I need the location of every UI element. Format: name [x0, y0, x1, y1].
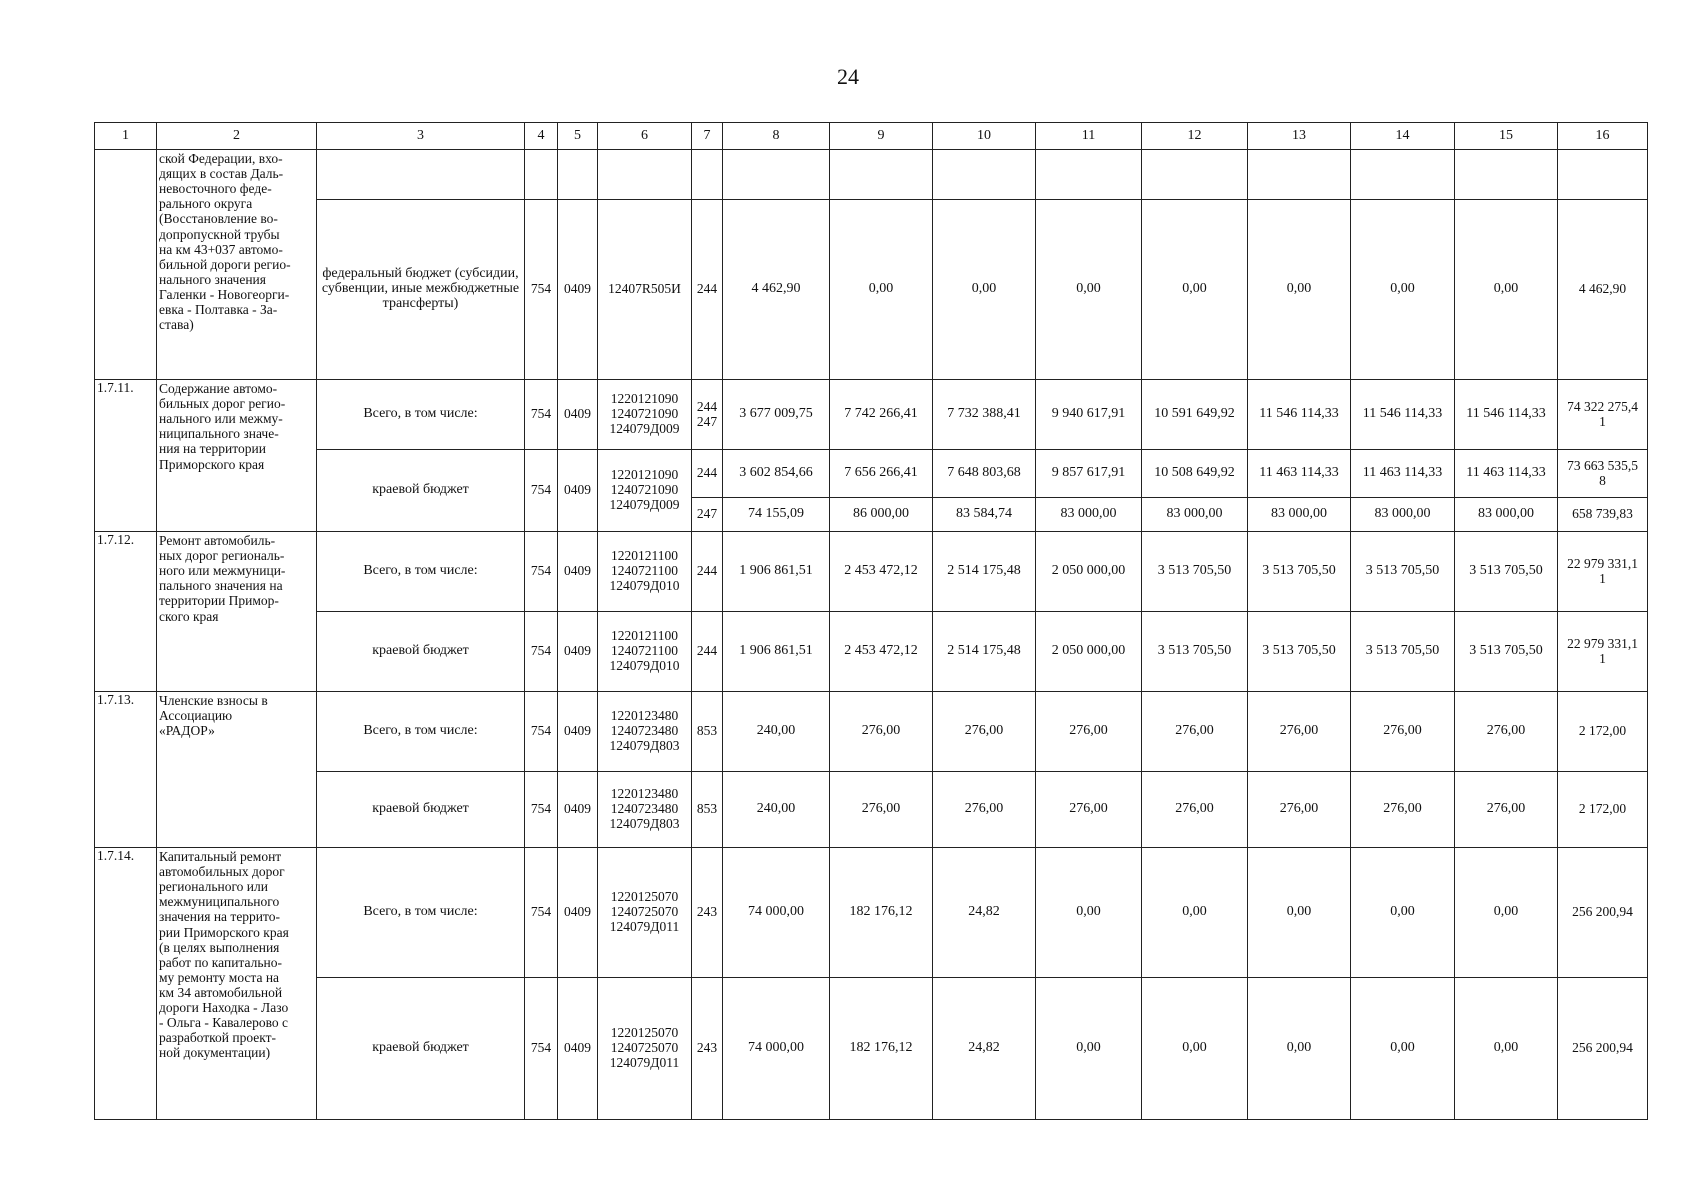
funding-source-cell: краевой бюджет — [317, 772, 525, 848]
empty-cell — [1248, 150, 1351, 200]
empty-cell — [830, 150, 933, 200]
budget-table — [94, 122, 1648, 1120]
value-cell: 276,00 — [1036, 772, 1142, 848]
vr-cell: 853 — [692, 772, 723, 848]
column-header: 15 — [1455, 123, 1558, 150]
empty-cell — [1142, 150, 1248, 200]
row-number-cell: 1.7.13. — [95, 692, 157, 848]
csr-cell: 1220123480 1240723480 124079Д803 — [598, 772, 692, 848]
grbs-cell: 754 — [525, 200, 558, 380]
csr-cell: 1220121090 1240721090 124079Д009 — [598, 450, 692, 532]
grbs-cell: 754 — [525, 772, 558, 848]
table-row — [95, 772, 1648, 848]
csr-cell: 1220125070 1240725070 124079Д011 — [598, 978, 692, 1120]
table-row — [95, 380, 1648, 450]
value-cell: 2 453 472,12 — [830, 532, 933, 612]
grbs-cell: 754 — [525, 450, 558, 532]
value-cell: 3 513 705,50 — [1142, 532, 1248, 612]
section-cell: 0409 — [558, 692, 598, 772]
table-row — [95, 532, 1648, 612]
event-name-cell: Членские взносы в Ассоциацию «РАДОР» — [157, 692, 317, 848]
grbs-cell: 754 — [525, 978, 558, 1120]
vr-cell: 243 — [692, 978, 723, 1120]
value-cell: 0,00 — [1248, 848, 1351, 978]
value-cell: 74 000,00 — [723, 848, 830, 978]
value-cell: 2 514 175,48 — [933, 532, 1036, 612]
value-cell: 83 000,00 — [1248, 498, 1351, 532]
total-value-cell: 658 739,83 — [1558, 498, 1648, 532]
empty-cell — [558, 150, 598, 200]
section-cell: 0409 — [558, 200, 598, 380]
value-cell: 83 584,74 — [933, 498, 1036, 532]
grbs-cell: 754 — [525, 532, 558, 612]
value-cell: 182 176,12 — [830, 848, 933, 978]
total-value-cell: 256 200,94 — [1558, 848, 1648, 978]
value-cell: 4 462,90 — [723, 200, 830, 380]
value-cell: 0,00 — [1455, 200, 1558, 380]
csr-cell: 1220121100 1240721100 124079Д010 — [598, 612, 692, 692]
value-cell: 7 656 266,41 — [830, 450, 933, 498]
value-cell: 3 513 705,50 — [1455, 532, 1558, 612]
grbs-cell: 754 — [525, 848, 558, 978]
value-cell: 83 000,00 — [1351, 498, 1455, 532]
value-cell: 83 000,00 — [1036, 498, 1142, 532]
section-cell: 0409 — [558, 450, 598, 532]
column-header: 1 — [95, 123, 157, 150]
column-header: 3 — [317, 123, 525, 150]
value-cell: 0,00 — [1455, 978, 1558, 1120]
funding-source-cell: краевой бюджет — [317, 612, 525, 692]
funding-source-cell: Всего, в том числе: — [317, 532, 525, 612]
column-header: 16 — [1558, 123, 1648, 150]
value-cell: 2 514 175,48 — [933, 612, 1036, 692]
total-value-cell: 2 172,00 — [1558, 692, 1648, 772]
value-cell: 86 000,00 — [830, 498, 933, 532]
value-cell: 0,00 — [1248, 978, 1351, 1120]
value-cell: 11 463 114,33 — [1351, 450, 1455, 498]
value-cell: 0,00 — [1351, 978, 1455, 1120]
value-cell: 9 857 617,91 — [1036, 450, 1142, 498]
row-number-cell: 1.7.12. — [95, 532, 157, 692]
column-header: 5 — [558, 123, 598, 150]
table-row — [95, 848, 1648, 978]
value-cell: 3 513 705,50 — [1351, 532, 1455, 612]
value-cell: 276,00 — [830, 772, 933, 848]
column-header: 12 — [1142, 123, 1248, 150]
column-header: 2 — [157, 123, 317, 150]
csr-cell: 1220125070 1240725070 124079Д011 — [598, 848, 692, 978]
value-cell: 276,00 — [1142, 692, 1248, 772]
value-cell: 1 906 861,51 — [723, 532, 830, 612]
section-cell: 0409 — [558, 380, 598, 450]
table-row — [95, 612, 1648, 692]
value-cell: 24,82 — [933, 848, 1036, 978]
vr-cell: 244 247 — [692, 380, 723, 450]
value-cell: 0,00 — [1142, 200, 1248, 380]
row-number-cell: 1.7.14. — [95, 848, 157, 1120]
value-cell: 11 546 114,33 — [1455, 380, 1558, 450]
empty-cell — [1558, 150, 1648, 200]
value-cell: 11 463 114,33 — [1248, 450, 1351, 498]
funding-source-cell: Всего, в том числе: — [317, 380, 525, 450]
empty-cell — [525, 150, 558, 200]
value-cell: 83 000,00 — [1142, 498, 1248, 532]
value-cell: 74 155,09 — [723, 498, 830, 532]
column-header: 7 — [692, 123, 723, 150]
value-cell: 0,00 — [1036, 200, 1142, 380]
value-cell: 0,00 — [1455, 848, 1558, 978]
value-cell: 7 648 803,68 — [933, 450, 1036, 498]
funding-source-cell: федеральный бюджет (субсидии, субвенции, иные межбюджетные трансферты) — [317, 200, 525, 380]
table-row — [95, 150, 1648, 200]
value-cell: 2 050 000,00 — [1036, 532, 1142, 612]
grbs-cell: 754 — [525, 692, 558, 772]
section-cell: 0409 — [558, 772, 598, 848]
value-cell: 276,00 — [933, 692, 1036, 772]
value-cell: 0,00 — [1036, 848, 1142, 978]
csr-cell: 1220121090 1240721090 124079Д009 — [598, 380, 692, 450]
value-cell: 24,82 — [933, 978, 1036, 1120]
value-cell: 0,00 — [1248, 200, 1351, 380]
vr-cell: 247 — [692, 498, 723, 532]
funding-source-cell: краевой бюджет — [317, 450, 525, 532]
vr-cell: 244 — [692, 612, 723, 692]
table-row — [95, 200, 1648, 380]
column-header: 13 — [1248, 123, 1351, 150]
csr-cell: 12407R505И — [598, 200, 692, 380]
value-cell: 276,00 — [1351, 772, 1455, 848]
value-cell: 0,00 — [1142, 978, 1248, 1120]
funding-source-cell: Всего, в том числе: — [317, 692, 525, 772]
section-cell: 0409 — [558, 978, 598, 1120]
table-row — [95, 450, 1648, 498]
empty-cell — [723, 150, 830, 200]
column-header: 11 — [1036, 123, 1142, 150]
csr-cell: 1220123480 1240723480 124079Д803 — [598, 692, 692, 772]
total-value-cell: 73 663 535,5 8 — [1558, 450, 1648, 498]
value-cell: 182 176,12 — [830, 978, 933, 1120]
funding-source-cell: краевой бюджет — [317, 978, 525, 1120]
column-header-row — [95, 123, 1648, 150]
value-cell: 276,00 — [933, 772, 1036, 848]
total-value-cell: 74 322 275,4 1 — [1558, 380, 1648, 450]
value-cell: 10 508 649,92 — [1142, 450, 1248, 498]
vr-cell: 244 — [692, 532, 723, 612]
empty-cell — [1351, 150, 1455, 200]
column-header: 4 — [525, 123, 558, 150]
section-cell: 0409 — [558, 532, 598, 612]
empty-cell — [692, 150, 723, 200]
total-value-cell: 2 172,00 — [1558, 772, 1648, 848]
event-name-cell: Содержание автомо- бильных дорог регио- нального или межму- ниципального значе- ния на территории Приморского края — [157, 380, 317, 532]
table-row — [95, 978, 1648, 1120]
empty-cell — [1455, 150, 1558, 200]
column-header: 8 — [723, 123, 830, 150]
value-cell: 3 513 705,50 — [1351, 612, 1455, 692]
value-cell: 276,00 — [1351, 692, 1455, 772]
table-row — [95, 692, 1648, 772]
value-cell: 0,00 — [933, 200, 1036, 380]
value-cell: 276,00 — [1248, 692, 1351, 772]
value-cell: 276,00 — [1036, 692, 1142, 772]
vr-cell: 853 — [692, 692, 723, 772]
row-number-cell — [95, 150, 157, 380]
value-cell: 11 463 114,33 — [1455, 450, 1558, 498]
total-value-cell: 22 979 331,1 1 — [1558, 532, 1648, 612]
funding-source-cell: Всего, в том числе: — [317, 848, 525, 978]
value-cell: 0,00 — [1351, 848, 1455, 978]
empty-cell — [598, 150, 692, 200]
value-cell: 1 906 861,51 — [723, 612, 830, 692]
value-cell: 276,00 — [1248, 772, 1351, 848]
row-number-cell: 1.7.11. — [95, 380, 157, 532]
empty-cell — [933, 150, 1036, 200]
value-cell: 74 000,00 — [723, 978, 830, 1120]
column-header: 6 — [598, 123, 692, 150]
empty-cell — [1036, 150, 1142, 200]
value-cell: 2 453 472,12 — [830, 612, 933, 692]
vr-cell: 243 — [692, 848, 723, 978]
total-value-cell: 22 979 331,1 1 — [1558, 612, 1648, 692]
value-cell: 7 742 266,41 — [830, 380, 933, 450]
value-cell: 3 602 854,66 — [723, 450, 830, 498]
value-cell: 276,00 — [1455, 772, 1558, 848]
value-cell: 3 513 705,50 — [1142, 612, 1248, 692]
column-header: 9 — [830, 123, 933, 150]
value-cell: 10 591 649,92 — [1142, 380, 1248, 450]
value-cell: 0,00 — [1036, 978, 1142, 1120]
value-cell: 240,00 — [723, 772, 830, 848]
value-cell: 3 513 705,50 — [1248, 612, 1351, 692]
vr-cell: 244 — [692, 450, 723, 498]
value-cell: 83 000,00 — [1455, 498, 1558, 532]
value-cell: 0,00 — [830, 200, 933, 380]
column-header: 14 — [1351, 123, 1455, 150]
event-name-cell: Капитальный ремонт автомобильных дорог регионального или межмуниципального значения на террито- рии Приморского края (в целях выполнения работ по капитально- му ремонту моста на км 34 автомобильной дороги Находка - Лазо - Ольга - Кавалерово с разработкой проект- ной документации) — [157, 848, 317, 1120]
value-cell: 9 940 617,91 — [1036, 380, 1142, 450]
value-cell: 7 732 388,41 — [933, 380, 1036, 450]
value-cell: 276,00 — [1455, 692, 1558, 772]
value-cell: 3 513 705,50 — [1248, 532, 1351, 612]
section-cell: 0409 — [558, 612, 598, 692]
value-cell: 276,00 — [1142, 772, 1248, 848]
column-header: 10 — [933, 123, 1036, 150]
value-cell: 0,00 — [1351, 200, 1455, 380]
value-cell: 11 546 114,33 — [1351, 380, 1455, 450]
page-number: 24 — [837, 64, 859, 89]
value-cell: 11 546 114,33 — [1248, 380, 1351, 450]
value-cell: 3 677 009,75 — [723, 380, 830, 450]
event-name-cell: ской Федерации, вхо- дящих в состав Даль- невосточного феде- рального округа (Восстановление во- допропускной трубы на км 43+037 автомо- бильной дороги регио- нального значения Галенки - Новогеорги- евка - Полтавка - За- става) — [157, 150, 317, 380]
grbs-cell: 754 — [525, 380, 558, 450]
csr-cell: 1220121100 1240721100 124079Д010 — [598, 532, 692, 612]
grbs-cell: 754 — [525, 612, 558, 692]
value-cell: 276,00 — [830, 692, 933, 772]
vr-cell: 244 — [692, 200, 723, 380]
value-cell: 2 050 000,00 — [1036, 612, 1142, 692]
value-cell: 0,00 — [1142, 848, 1248, 978]
total-value-cell: 4 462,90 — [1558, 200, 1648, 380]
empty-cell — [317, 150, 525, 200]
section-cell: 0409 — [558, 848, 598, 978]
total-value-cell: 256 200,94 — [1558, 978, 1648, 1120]
value-cell: 3 513 705,50 — [1455, 612, 1558, 692]
event-name-cell: Ремонт автомобиль- ных дорог региональ- ного или межмуници- пального значения на территории Примор- ского края — [157, 532, 317, 692]
value-cell: 240,00 — [723, 692, 830, 772]
